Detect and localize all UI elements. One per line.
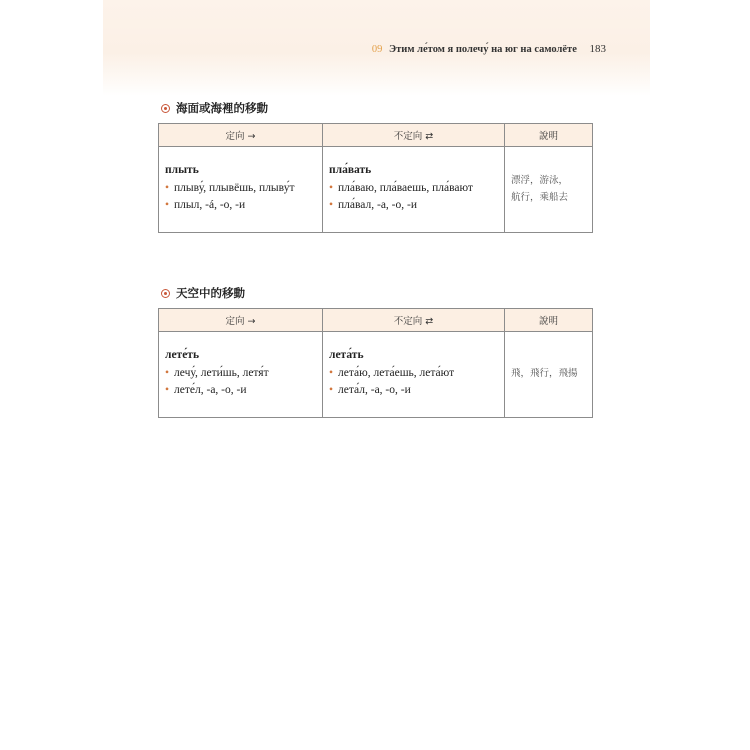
column-header-note: 說明: [505, 309, 593, 332]
section-title-text: 天空中的移動: [176, 286, 245, 300]
bullet-icon: •: [329, 383, 334, 396]
present-forms: плыву́, плывёшь, плыву́т: [174, 182, 295, 194]
list-item: [329, 180, 498, 197]
bullet-icon: •: [329, 198, 334, 211]
book-page: [103, 0, 650, 750]
running-head: [372, 43, 606, 55]
table-row: [159, 147, 593, 233]
bullet-icon: •: [165, 182, 170, 194]
table-header-row: [159, 309, 593, 332]
list-item: [329, 382, 498, 399]
table-header-row: [159, 124, 593, 147]
note-line: 漂浮，游泳，: [511, 174, 569, 186]
directional-cell: [159, 332, 323, 418]
bullet-icon: •: [329, 367, 334, 379]
list-item: [165, 180, 316, 197]
verb-table-sky: [158, 308, 593, 418]
nondirectional-cell: [323, 147, 505, 233]
note-cell: [505, 147, 593, 233]
page-number: 183: [589, 43, 606, 55]
nondirectional-infinitive: пла́вать: [329, 164, 372, 176]
directional-cell: [159, 147, 323, 233]
directional-infinitive: лете́ть: [165, 349, 200, 361]
column-header-note: 說明: [505, 124, 593, 147]
list-item: [329, 365, 498, 382]
bullet-icon: •: [329, 182, 334, 194]
column-header-nondirectional: 不定向 ⇄: [323, 309, 505, 332]
present-forms: пла́ваю, пла́ваешь, пла́вают: [338, 182, 473, 194]
bullet-icon: •: [165, 383, 170, 396]
target-bullet-icon: [161, 104, 170, 113]
target-bullet-icon: [161, 289, 170, 298]
past-forms: плыл, -á, -о, -и: [174, 198, 246, 211]
section-title-text: 海面或海裡的移動: [176, 101, 268, 115]
column-header-directional: 定向 →: [159, 309, 323, 332]
column-header-directional: 定向 →: [159, 124, 323, 147]
nondirectional-cell: [323, 332, 505, 418]
note-line: 航行，乘船去: [511, 191, 569, 203]
chapter-title: Этим ле́том я полечу́ на юг на самолёте: [389, 44, 577, 55]
past-forms: лета́л, -а, -о, -и: [338, 383, 411, 396]
past-forms: пла́вал, -а, -о, -и: [338, 198, 417, 211]
list-item: [165, 365, 316, 382]
section-title-sea: [161, 100, 268, 116]
list-item: [165, 382, 316, 399]
directional-infinitive: плыть: [165, 164, 199, 176]
nondirectional-infinitive: лета́ть: [329, 349, 364, 361]
verb-table-sea: [158, 123, 593, 233]
column-header-nondirectional: 不定向 ⇄: [323, 124, 505, 147]
list-item: [165, 197, 316, 214]
note-cell: [505, 332, 593, 418]
table-row: [159, 332, 593, 418]
past-forms: лете́л, -а, -о, -и: [174, 383, 247, 396]
list-item: [329, 197, 498, 214]
note-line: 飛，飛行，飛揚: [511, 368, 578, 380]
bullet-icon: •: [165, 367, 170, 379]
section-title-sky: [161, 285, 245, 301]
present-forms: лета́ю, лета́ешь, лета́ют: [338, 367, 455, 379]
bullet-icon: •: [165, 198, 170, 211]
chapter-number: 09: [371, 44, 383, 55]
present-forms: лечу́, лети́шь, летя́т: [174, 367, 269, 379]
